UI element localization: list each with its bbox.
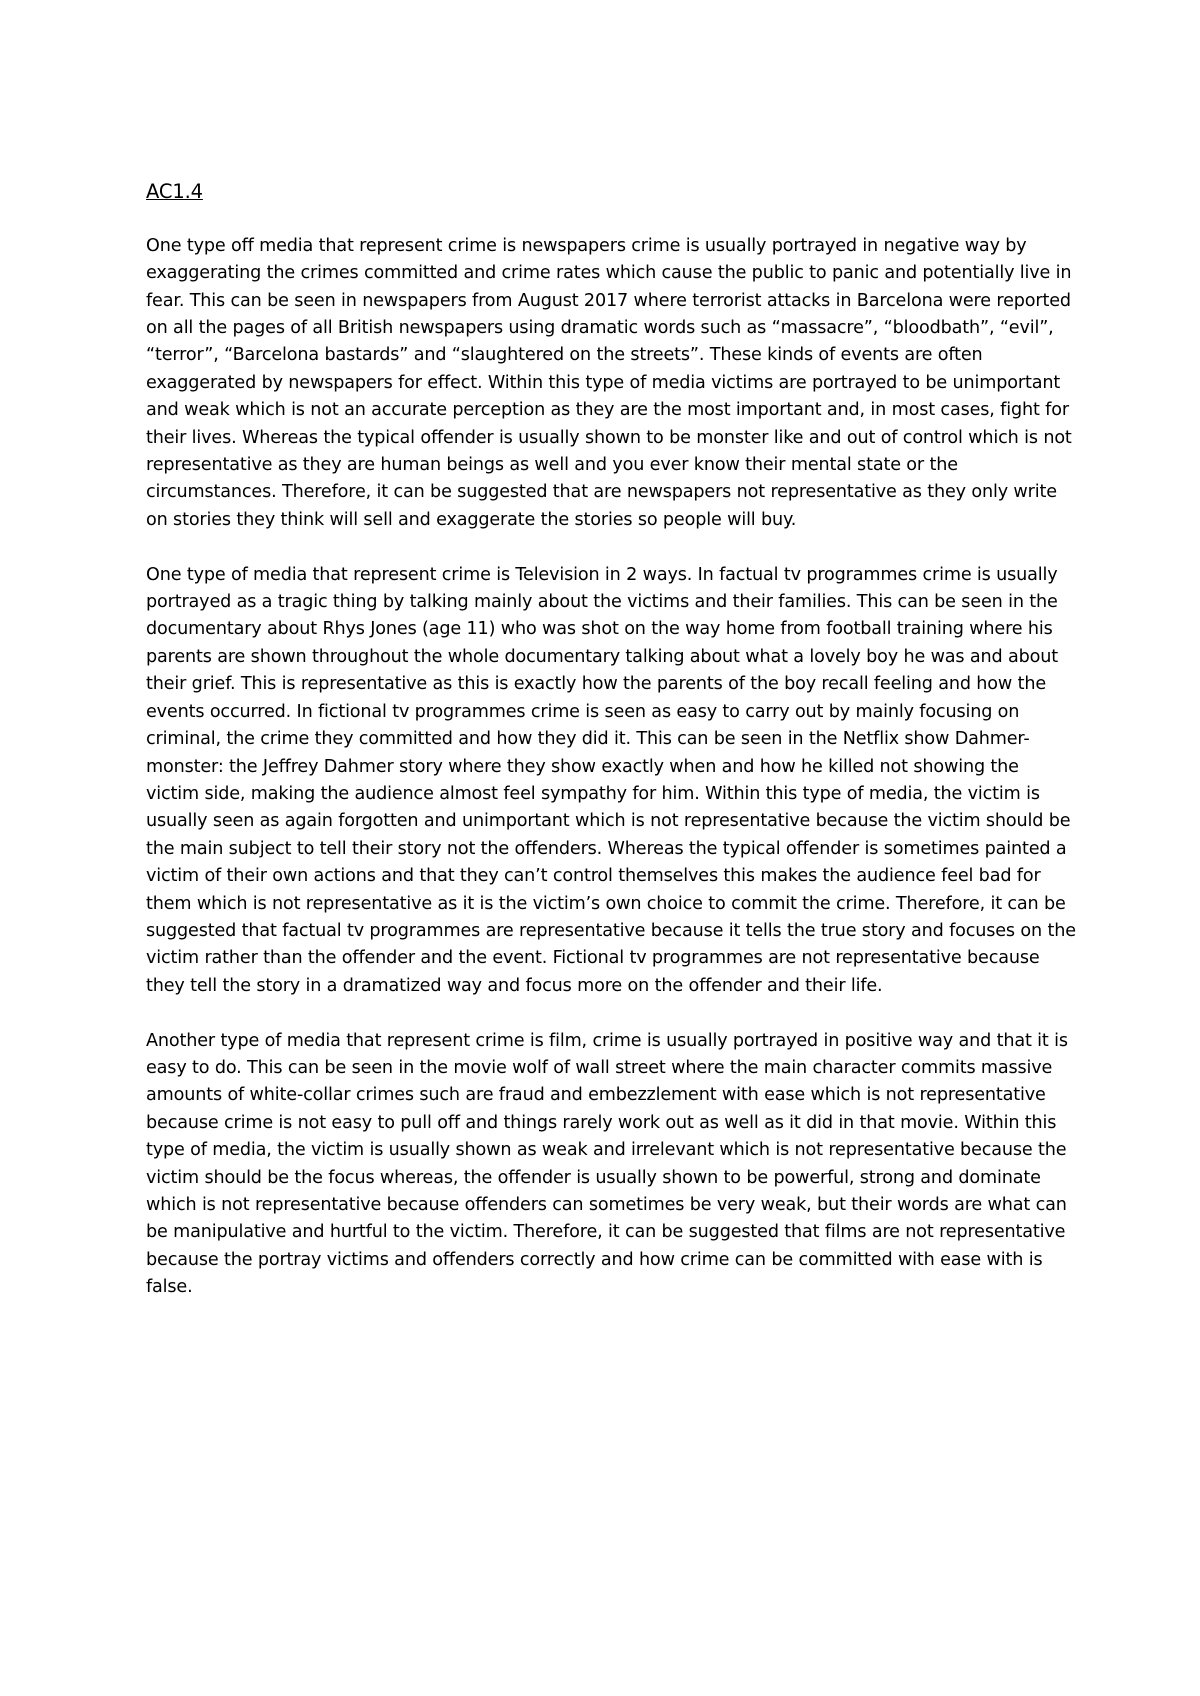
- document-body: [146, 178, 1076, 1329]
- paragraph-newspapers: One type off media that represent crime is newspapers crime is usually portrayed in negative way by exaggerating the crimes committed and crime rates which cause the public to panic and potentially live in fear. This can be seen in newspapers from August 2017 where terrorist attacks in Barcelona were reported on all the pages of all British newspapers using dramatic words such as “massacre”, “bloodbath”, “evil”, “terror”, “Barcelona bastards” and “slaughtered on the streets”. These kinds of events are often exaggerated by newspapers for effect. Within this type of media victims are portrayed to be unimportant and weak which is not an accurate perception as they are the most important and, in most cases, fight for their lives. Whereas the typical offender is usually shown to be monster like and out of control which is not representative as they are human beings as well and you ever know their mental state or the circumstances. Therefore, it can be suggested that are newspapers not representative as they only write on stories they think will sell and exaggerate the stories so people will buy.: [146, 235, 1072, 530]
- paragraph-television: One type of media that represent crime is Television in 2 ways. In factual tv programmes crime is usually portrayed as a tragic thing by talking mainly about the victims and their families. This can be seen in the documentary about Rhys Jones (age 11) who was shot on the way home from football training where his parents are shown throughout the whole documentary talking about what a lovely boy he was and about their grief. This is representative as this is exactly how the parents of the boy recall feeling and how the events occurred. In fictional tv programmes crime is seen as easy to carry out by mainly focusing on criminal, the crime they committed and how they did it. This can be seen in the Netflix show Dahmer-monster: the Jeffrey Dahmer story where they show exactly when and how he killed not showing the victim side, making the audience almost feel sympathy for him. Within this type of media, the victim is usually seen as again forgotten and unimportant which is not representative because the victim should be the main subject to tell their story not the offenders. Whereas the typical offender is sometimes painted a victim of their own actions and that they can’t control themselves this makes the audience feel bad for them which is not representative as it is the victim’s own choice to commit the crime. Therefore, it can be suggested that factual tv programmes are representative because it tells the true story and focuses on the victim rather than the offender and the event. Fictional tv programmes are not representative because they tell the story in a dramatized way and focus more on the offender and their life.: [146, 564, 1076, 996]
- paragraph-film: Another type of media that represent crime is film, crime is usually portrayed in positive way and that it is easy to do. This can be seen in the movie wolf of wall street where the main character commits massive amounts of white-collar crimes such are fraud and embezzlement with ease which is not representative because crime is not easy to pull off and things rarely work out as well as it did in that movie. Within this type of media, the victim is usually shown as weak and irrelevant which is not representative because the victim should be the focus whereas, the offender is usually shown to be powerful, strong and dominate which is not representative because offenders can sometimes be very weak, but their words are what can be manipulative and hurtful to the victim. Therefore, it can be suggested that films are not representative because the portray victims and offenders correctly and how crime can be committed with ease with is false.: [146, 1030, 1068, 1298]
- document-heading: AC1.4: [146, 180, 203, 203]
